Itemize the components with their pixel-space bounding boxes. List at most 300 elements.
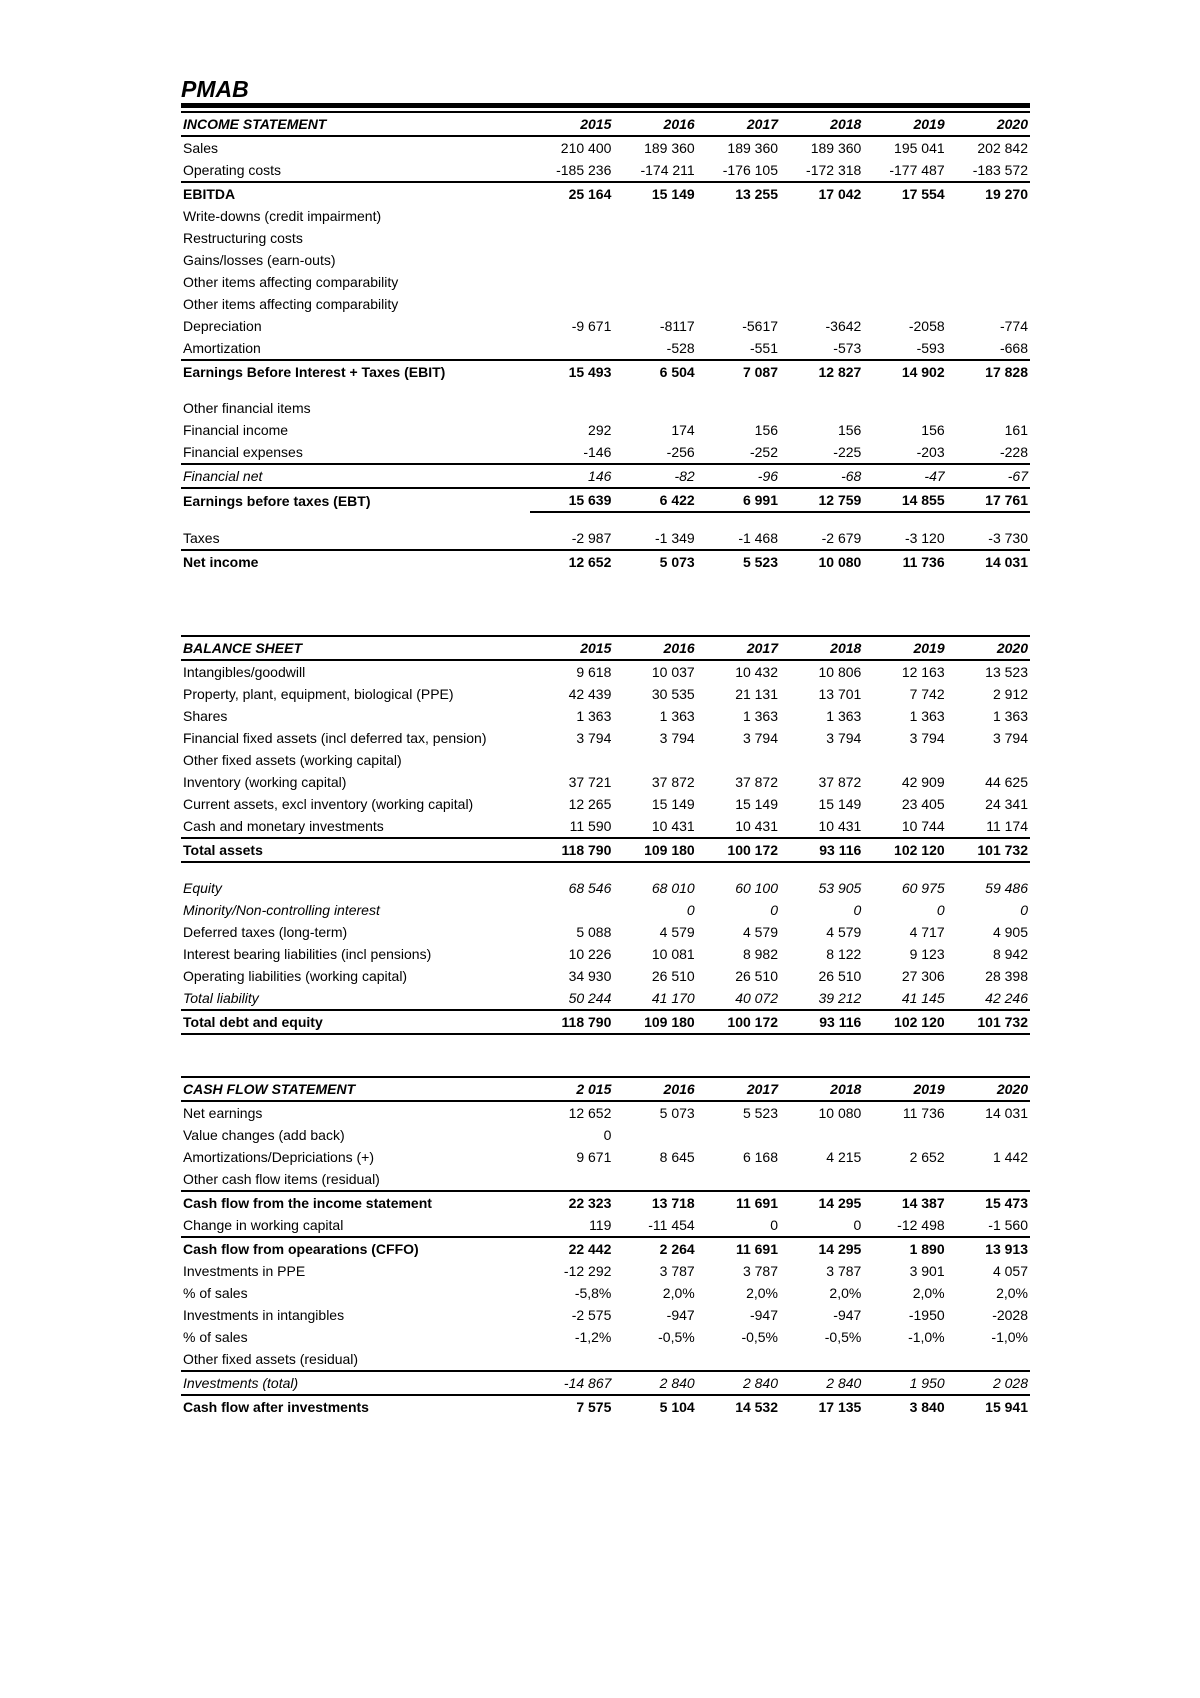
table-row (181, 943, 1030, 965)
table-row (181, 527, 1030, 550)
row-value: 189 360 (810, 140, 862, 156)
table-row (181, 838, 1030, 862)
row-value (697, 749, 780, 771)
row-value: 7 087 (697, 360, 780, 383)
row-value: 4 215 (826, 1149, 862, 1165)
year-2019: 2019 (863, 1077, 946, 1101)
row-value: 101 732 (947, 838, 1030, 862)
row-label: % of sales (183, 1285, 248, 1301)
table-row (181, 705, 1030, 727)
row-value: 25 164 (568, 186, 612, 202)
row-value: 9 123 (909, 946, 945, 962)
row-value: 156 (921, 422, 945, 438)
row-value: 3 840 (909, 1399, 945, 1415)
row-value (863, 249, 946, 271)
row-label: Other items affecting comparability (183, 296, 399, 312)
row-value: 14 295 (818, 1241, 862, 1257)
row-label: Deferred taxes (long-term) (183, 924, 348, 940)
row-value: 8 942 (992, 946, 1028, 962)
row-value: 3 794 (992, 730, 1028, 746)
row-label: % of sales (183, 1329, 248, 1345)
spacer-row (181, 512, 1030, 527)
row-value: 9 618 (576, 664, 612, 680)
balance-header: BALANCE SHEET (181, 636, 530, 660)
row-label: Current assets, excl inventory (working capital) (183, 796, 474, 812)
row-value: 5 073 (659, 1105, 695, 1121)
row-value (947, 1168, 1030, 1191)
row-value: -176 105 (697, 159, 780, 182)
row-label: Write-downs (credit impairment) (183, 208, 382, 224)
row-value: 10 081 (651, 946, 695, 962)
row-value: 10 080 (818, 554, 862, 570)
table-row (181, 1146, 1030, 1168)
row-label: Cash flow from opearations (CFFO) (183, 1241, 419, 1257)
table-row (181, 987, 1030, 1010)
row-value: -2 679 (780, 527, 863, 550)
row-value (697, 1168, 780, 1191)
row-value: 2,0% (746, 1285, 779, 1301)
row-value: -947 (833, 1307, 862, 1323)
row-value: 100 172 (697, 838, 780, 862)
table-row (181, 136, 1030, 159)
row-label: Operating costs (181, 159, 530, 182)
row-value: 4 579 (826, 924, 862, 940)
row-value: -1,2% (574, 1329, 612, 1345)
row-value: 15 149 (818, 796, 862, 812)
row-value (780, 749, 863, 771)
row-value: 28 398 (985, 968, 1028, 984)
row-value (780, 293, 863, 315)
row-label: Restructuring costs (183, 230, 303, 246)
row-value: 3 787 (659, 1263, 695, 1279)
row-value: 6 168 (742, 1149, 779, 1165)
row-value (613, 249, 696, 271)
row-value: -551 (697, 337, 780, 360)
row-value (613, 205, 696, 227)
table-row (181, 550, 1030, 573)
row-value: 0 (603, 1127, 612, 1143)
table-row (181, 159, 1030, 182)
row-value: 4 579 (742, 924, 779, 940)
row-value: 102 120 (863, 838, 946, 862)
row-value: 19 270 (985, 186, 1028, 202)
row-label: Total assets (181, 838, 530, 862)
row-label: Minority/Non-controlling interest (183, 902, 380, 918)
row-label: Operating liabilities (working capital) (183, 968, 408, 984)
row-value: 26 510 (735, 968, 779, 984)
row-value: -3 120 (863, 527, 946, 550)
row-value: 4 717 (909, 924, 945, 940)
year-2015: 2015 (530, 636, 613, 660)
row-value (947, 1348, 1030, 1371)
row-value: 3 787 (742, 1263, 779, 1279)
row-label: Other fixed assets (working capital) (183, 752, 402, 768)
row-value (613, 749, 696, 771)
row-label: Cash flow after investments (183, 1399, 369, 1415)
row-value: 11 174 (947, 815, 1030, 838)
row-value: 14 532 (735, 1399, 779, 1415)
row-value: 119 (530, 1214, 613, 1237)
row-value: -177 487 (863, 159, 946, 182)
row-value: 2,0% (996, 1285, 1028, 1301)
row-value: -8117 (659, 318, 695, 334)
table-row (181, 205, 1030, 227)
row-value: -947 (666, 1307, 695, 1323)
row-value: -3 730 (947, 527, 1030, 550)
row-value (863, 1124, 946, 1146)
row-label: Depreciation (183, 318, 262, 334)
row-label: Gains/losses (earn-outs) (183, 252, 336, 268)
row-value: 156 (837, 422, 862, 438)
row-value: 12 163 (901, 664, 945, 680)
row-value: 5 088 (576, 924, 612, 940)
table-row (181, 337, 1030, 360)
row-value: 2 840 (697, 1371, 780, 1395)
row-value (530, 337, 613, 360)
row-value: -1,0% (908, 1329, 945, 1345)
table-row (181, 249, 1030, 271)
row-value (780, 249, 863, 271)
row-value: 13 718 (651, 1195, 695, 1211)
row-value: 60 100 (735, 880, 779, 896)
year-2019: 2019 (863, 636, 946, 660)
row-value: 17 828 (947, 360, 1030, 383)
row-value: 37 872 (735, 774, 779, 790)
year-2018: 2018 (780, 636, 863, 660)
table-row (181, 182, 1030, 205)
row-value (780, 227, 863, 249)
row-value: -1 468 (697, 527, 780, 550)
row-value: -0,5% (824, 1329, 862, 1345)
row-value: -1,0% (991, 1329, 1028, 1345)
cashflow-header-row (181, 1077, 1030, 1101)
row-value: 42 909 (901, 774, 945, 790)
row-value: -2 987 (530, 527, 613, 550)
row-value: 3 901 (909, 1263, 945, 1279)
row-value: -5,8% (574, 1285, 612, 1301)
row-value: 118 790 (530, 1010, 613, 1034)
table-row (181, 877, 1030, 899)
row-value (947, 271, 1030, 293)
row-value: 53 905 (818, 880, 862, 896)
row-value: 44 625 (985, 774, 1028, 790)
row-value: 1 442 (992, 1149, 1028, 1165)
row-value: 2 840 (780, 1371, 863, 1395)
row-value (697, 293, 780, 315)
row-value: 42 439 (568, 686, 612, 702)
row-label: Earnings Before Interest + Taxes (EBIT) (181, 360, 530, 383)
row-value: -146 (530, 441, 613, 464)
row-value: 195 041 (894, 140, 945, 156)
row-value: 5 104 (659, 1399, 695, 1415)
row-value (530, 293, 613, 315)
row-value: 11 691 (735, 1195, 779, 1211)
row-value (530, 899, 613, 921)
table-row (181, 1371, 1030, 1395)
row-value: 26 510 (818, 968, 862, 984)
row-label: Cash and monetary investments (181, 815, 530, 838)
row-value: 15 941 (985, 1399, 1028, 1415)
row-value: 0 (1020, 902, 1028, 918)
row-value: -2 575 (571, 1307, 612, 1323)
row-value (863, 749, 946, 771)
row-value (697, 271, 780, 293)
row-value: 4 905 (992, 924, 1028, 940)
row-label: Cash flow from the income statement (183, 1195, 432, 1211)
row-label: Investments in PPE (183, 1263, 306, 1279)
table-row (181, 899, 1030, 921)
row-value: -183 572 (947, 159, 1030, 182)
row-value (613, 1124, 696, 1146)
row-value: 13 255 (735, 186, 779, 202)
row-value: 60 975 (901, 880, 945, 896)
row-label: Financial fixed assets (incl deferred tax, pension) (183, 730, 487, 746)
row-value: -0,5% (658, 1329, 695, 1345)
row-value: 15 473 (985, 1195, 1028, 1211)
cashflow-header: CASH FLOW STATEMENT (181, 1077, 530, 1101)
row-value: 2 028 (947, 1371, 1030, 1395)
row-value: -9 671 (571, 318, 612, 334)
row-value: 37 872 (651, 774, 695, 790)
table-row (181, 921, 1030, 943)
table-row (181, 464, 1030, 488)
row-value: 189 360 (644, 140, 695, 156)
row-value: 12 265 (568, 796, 612, 812)
row-value: 0 (686, 902, 695, 918)
row-value: 11 691 (735, 1241, 779, 1257)
row-value: 8 645 (659, 1149, 695, 1165)
row-value: 21 131 (735, 686, 779, 702)
table-row (181, 727, 1030, 749)
row-value (613, 1348, 696, 1371)
row-value: 15 149 (651, 186, 695, 202)
row-value: -228 (947, 441, 1030, 464)
row-value: 3 794 (909, 730, 945, 746)
row-value (613, 227, 696, 249)
row-value (947, 227, 1030, 249)
table-row (181, 771, 1030, 793)
row-value: 0 (936, 902, 945, 918)
row-value: 13 701 (818, 686, 862, 702)
row-value: 7 742 (909, 686, 945, 702)
year-2017: 2017 (697, 112, 780, 136)
row-value: 101 732 (947, 1010, 1030, 1034)
row-value: 17 135 (818, 1399, 862, 1415)
row-value: 7 575 (576, 1399, 612, 1415)
row-label: Net earnings (183, 1105, 263, 1121)
row-value (863, 1168, 946, 1191)
row-value: 10 080 (818, 1105, 862, 1121)
row-value: -668 (947, 337, 1030, 360)
row-value: 3 787 (826, 1263, 862, 1279)
row-value (697, 397, 780, 419)
row-value: 3 794 (659, 730, 695, 746)
row-value: 3 794 (742, 730, 779, 746)
table-row (181, 488, 1030, 512)
row-label: Taxes (181, 527, 530, 550)
row-value: 15 493 (530, 360, 613, 383)
row-value (863, 1348, 946, 1371)
year-2020: 2020 (947, 636, 1030, 660)
spacer-row (181, 862, 1030, 877)
row-value: 10 431 (613, 815, 696, 838)
row-value: 2 652 (909, 1149, 945, 1165)
row-value: 13 913 (985, 1241, 1028, 1257)
row-value: 13 523 (985, 664, 1028, 680)
row-label: Financial income (183, 422, 289, 438)
row-label: Investments (total) (181, 1371, 530, 1395)
row-label: Inventory (working capital) (183, 774, 347, 790)
row-value (530, 271, 613, 293)
row-value: 26 510 (651, 968, 695, 984)
row-value: -528 (613, 337, 696, 360)
row-value: 14 387 (901, 1195, 945, 1211)
table-row (181, 293, 1030, 315)
row-value: -1 349 (613, 527, 696, 550)
row-value: 9 671 (576, 1149, 612, 1165)
row-value: 202 842 (977, 140, 1028, 156)
row-label: Amortization (183, 340, 261, 356)
row-value: -225 (780, 441, 863, 464)
row-value: 102 120 (863, 1010, 946, 1034)
row-value: 2,0% (912, 1285, 945, 1301)
income-header: INCOME STATEMENT (181, 112, 530, 136)
year-2020: 2020 (947, 1077, 1030, 1101)
row-value: 1 363 (659, 708, 695, 724)
row-value: 12 652 (568, 554, 612, 570)
table-row (181, 441, 1030, 464)
table-row (181, 1326, 1030, 1348)
row-value: 3 794 (826, 730, 862, 746)
row-value (947, 1124, 1030, 1146)
row-value: 5 523 (742, 554, 779, 570)
row-value: -174 211 (613, 159, 696, 182)
table-row (181, 793, 1030, 815)
table-row (181, 660, 1030, 683)
row-label: Total liability (181, 987, 530, 1010)
row-value: 1 363 (909, 708, 945, 724)
row-label: Net income (183, 554, 259, 570)
row-label: EBITDA (183, 186, 236, 202)
row-value (780, 1348, 863, 1371)
row-value: 12 652 (568, 1105, 612, 1121)
cash-flow-table (181, 1076, 1030, 1418)
row-value: 100 172 (697, 1010, 780, 1034)
row-value: 5 073 (659, 554, 695, 570)
row-value (530, 1348, 613, 1371)
row-value: -67 (1007, 468, 1028, 484)
row-label: Shares (183, 708, 228, 724)
row-value: 2 840 (613, 1371, 696, 1395)
row-value: 0 (853, 902, 862, 918)
row-value: 34 930 (568, 968, 612, 984)
row-value: 109 180 (613, 1010, 696, 1034)
row-value: 146 (588, 468, 612, 484)
balance-sheet-table (181, 635, 1030, 1035)
row-value: 2 264 (659, 1241, 695, 1257)
table-row (181, 1395, 1030, 1418)
row-value: 1 363 (826, 708, 862, 724)
row-value (863, 293, 946, 315)
table-row (181, 1101, 1030, 1124)
table-row (181, 1214, 1030, 1237)
row-value (530, 227, 613, 249)
row-value (780, 205, 863, 227)
row-label: Financial expenses (181, 441, 530, 464)
row-value: 23 405 (901, 796, 945, 812)
year-2020: 2020 (947, 112, 1030, 136)
row-value: -3642 (825, 318, 862, 334)
row-label: Other financial items (183, 400, 311, 416)
row-value: -1 560 (947, 1214, 1030, 1237)
row-value (947, 249, 1030, 271)
row-value: 24 341 (985, 796, 1028, 812)
row-value: -82 (674, 468, 695, 484)
row-value (697, 1348, 780, 1371)
row-value: -573 (780, 337, 863, 360)
row-value: -11 454 (613, 1214, 696, 1237)
table-row (181, 227, 1030, 249)
row-value: 14 295 (818, 1195, 862, 1211)
row-value: 0 (770, 902, 779, 918)
row-value (863, 227, 946, 249)
row-value: 10 431 (780, 815, 863, 838)
table-row (181, 1010, 1030, 1034)
row-value: 41 170 (613, 987, 696, 1010)
year-2016: 2016 (613, 636, 696, 660)
row-value: 1 363 (576, 708, 612, 724)
row-value: 41 145 (863, 987, 946, 1010)
row-value: 12 759 (780, 488, 863, 512)
spacer-row (181, 383, 1030, 397)
row-label: Investments in intangibles (183, 1307, 345, 1323)
row-value: 189 360 (727, 140, 779, 156)
row-label: Other fixed assets (residual) (181, 1348, 530, 1371)
row-value: 11 736 (902, 1105, 945, 1121)
row-value: 59 486 (985, 880, 1028, 896)
row-value: -5617 (742, 318, 779, 334)
row-value (780, 271, 863, 293)
row-value (947, 293, 1030, 315)
row-value: -203 (863, 441, 946, 464)
row-value: 10 432 (735, 664, 779, 680)
row-label: Value changes (add back) (183, 1127, 345, 1143)
row-value: 2,0% (829, 1285, 862, 1301)
row-value: 210 400 (560, 140, 612, 156)
row-value (530, 749, 613, 771)
row-value: 50 244 (530, 987, 613, 1010)
year-2018: 2018 (780, 112, 863, 136)
row-value: 1 363 (742, 708, 779, 724)
row-value: 14 031 (985, 554, 1028, 570)
row-value: -774 (999, 318, 1028, 334)
row-value: -12 498 (863, 1214, 946, 1237)
row-value: 0 (780, 1214, 863, 1237)
row-value (613, 397, 696, 419)
row-value: 37 721 (568, 774, 612, 790)
year-2018: 2018 (780, 1077, 863, 1101)
row-value: 2 912 (992, 686, 1028, 702)
row-value: -14 867 (530, 1371, 613, 1395)
row-value: 8 122 (826, 946, 862, 962)
row-value (613, 1168, 696, 1191)
row-value: 37 872 (818, 774, 862, 790)
table-row (181, 965, 1030, 987)
balance-header-row (181, 636, 1030, 660)
year-2017: 2017 (697, 1077, 780, 1101)
row-value: 118 790 (530, 838, 613, 862)
year-2016: 2016 (613, 1077, 696, 1101)
